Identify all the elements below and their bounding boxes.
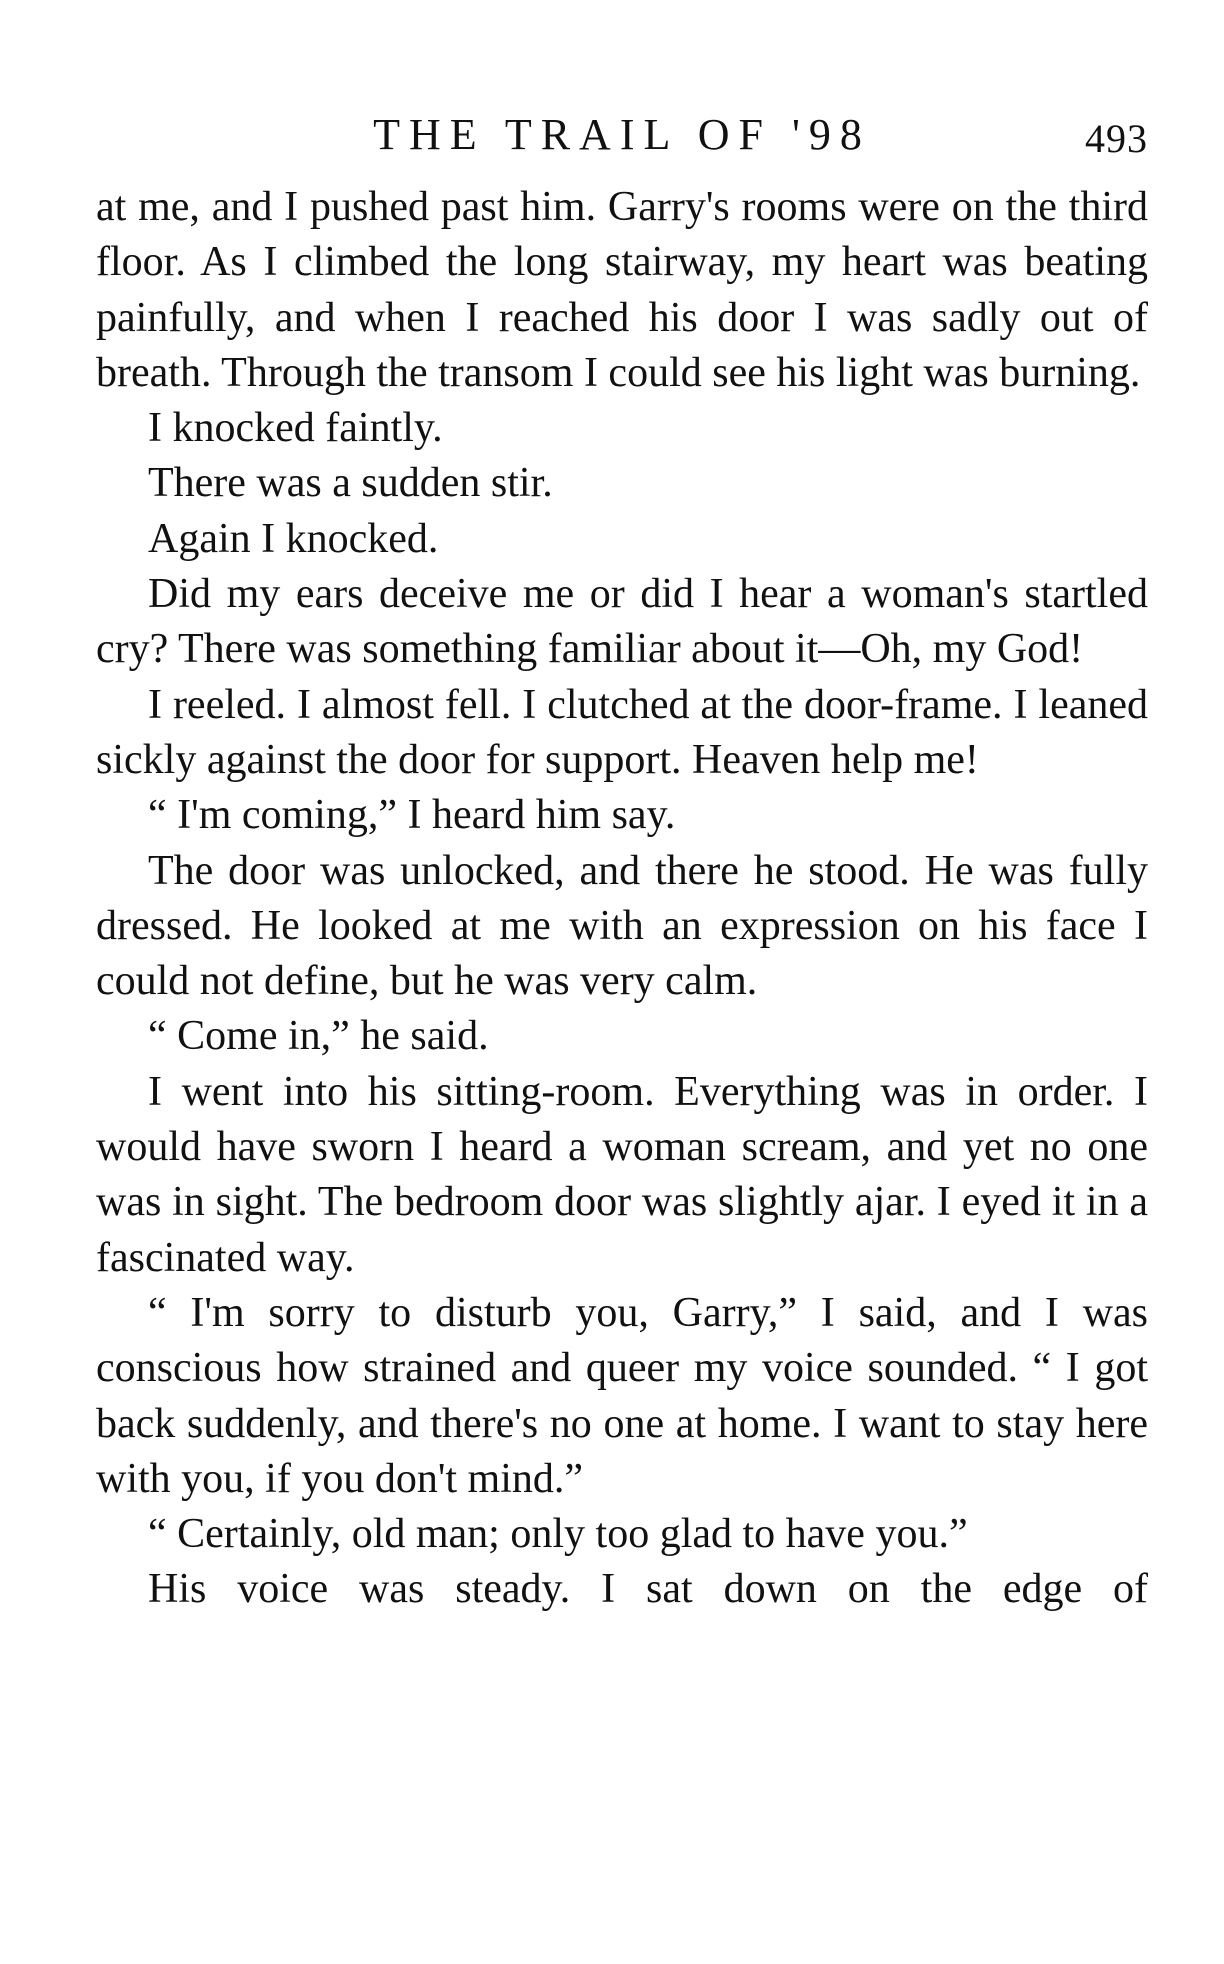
paragraph: “ I'm coming,” I heard him say. xyxy=(148,792,676,839)
paragraph: “ I'm sorry to disturb you, Garry,” I said, and I was conscious how strained and queer my voice sounded. “ I got back suddenly, and there's no one at home. I want to stay here with you, if you don't mind.” xyxy=(96,1289,1148,1502)
paragraph: “ Certainly, old man; only too glad to have you.” xyxy=(148,1511,968,1558)
page-number: 493 xyxy=(1085,116,1148,161)
paragraph: Did my ears deceive me or did I hear a woman's startled cry? There was something familiar about it—Oh, my God! xyxy=(96,571,1148,673)
paragraph: I went into his sitting-room. Everything was in order. I would have sworn I heard a woman scream, and yet no one was in sight. The bedroom door was slightly ajar. I eyed it in a fascinated way. xyxy=(96,1068,1148,1281)
page-body xyxy=(96,180,1148,1618)
paragraph: I knocked faintly. xyxy=(148,405,443,452)
page-header xyxy=(96,108,1148,180)
paragraph: The door was unlocked, and there he stood. He was fully dressed. He looked at me with an expression on his face I could not define, but he was very calm. xyxy=(96,847,1148,1005)
paragraph: Again I knocked. xyxy=(148,515,439,562)
paragraph: There was a sudden stir. xyxy=(148,460,553,507)
running-title: THE TRAIL OF '98 xyxy=(373,110,871,159)
paragraph: His voice was steady. I sat down on the edge of xyxy=(148,1566,1148,1613)
paragraph: at me, and I pushed past him. Garry's rooms were on the third floor. As I climbed the long stairway, my heart was beating painfully, and when I reached his door I was sadly out of breath. Through the transom I could see his light was burning. xyxy=(96,184,1148,396)
book-page xyxy=(96,108,1148,1618)
paragraph: I reeled. I almost fell. I clutched at the door-frame. I leaned sickly against the door for support. Heaven help me! xyxy=(96,681,1148,783)
paragraph: “ Come in,” he said. xyxy=(148,1013,489,1060)
